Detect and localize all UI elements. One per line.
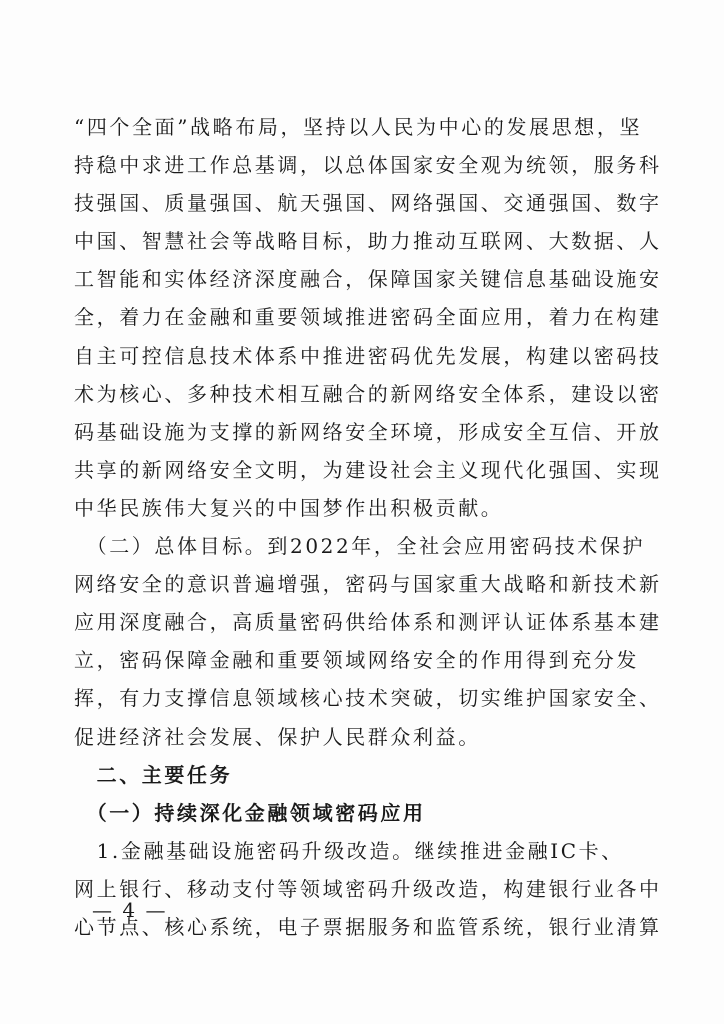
paragraph-line: “四个全面”战略布局，坚持以人民为中心的发展思想，坚	[74, 115, 643, 139]
paragraph-line: 挥，有力支撑信息领域核心技术突破，切实维护国家安全、	[74, 686, 662, 711]
paragraph-line: 促进经济社会发展、保护人民群众利益。	[74, 724, 481, 749]
paragraph-line: 技强国、质量强国、航天强国、网络强国、交通强国、数字	[74, 191, 662, 216]
paragraph-line: 持稳中求进工作总基调，以总体国家安全观为统领，服务科	[74, 153, 662, 178]
paragraph-line: 网络安全的意识普遍增强，密码与国家重大战略和新技术新	[74, 572, 662, 597]
body-text	[74, 108, 662, 946]
paragraph-line: 码基础设施为支撑的新网络安全环境，形成安全互信、开放	[74, 419, 662, 444]
paragraph-line: 全，着力在金融和重要领域推进密码全面应用，着力在构建	[74, 305, 662, 330]
section-heading: 二、主要任务	[74, 762, 233, 787]
paragraph-line: 中国、智慧社会等战略目标，助力推动互联网、大数据、人	[74, 229, 662, 254]
paragraph-line: 心节点、核心系统，电子票据服务和监管系统，银行业清算	[74, 914, 662, 939]
paragraph-line: 共享的新网络安全文明，为建设社会主义现代化强国、实现	[74, 457, 662, 482]
paragraph-line: 中华民族伟大复兴的中国梦作出积极贡献。	[74, 495, 504, 520]
paragraph-line: 术为核心、多种技术相互融合的新网络安全体系，建设以密	[74, 381, 662, 406]
paragraph-line: 立，密码保障金融和重要领域网络安全的作用得到充分发	[74, 648, 639, 673]
paragraph-line: 网上银行、移动支付等领域密码升级改造，构建银行业各中	[74, 876, 662, 901]
paragraph-line: 工智能和实体经济深度融合，保障国家关键信息基础设施安	[74, 267, 662, 292]
paragraph-line: 自主可控信息技术体系中推进密码优先发展，构建以密码技	[74, 343, 662, 368]
paragraph-line: （二）总体目标。到2022年，全社会应用密码技术保护	[74, 534, 646, 559]
paragraph-line: 1.金融基础设施密码升级改造。继续推进金融IC卡、	[74, 838, 624, 863]
page-number: — 4 —	[92, 898, 168, 922]
subsection-heading: （一）持续深化金融领域密码应用	[74, 800, 426, 825]
paragraph-line: 应用深度融合，高质量密码供给体系和测评认证体系基本建	[74, 610, 662, 635]
